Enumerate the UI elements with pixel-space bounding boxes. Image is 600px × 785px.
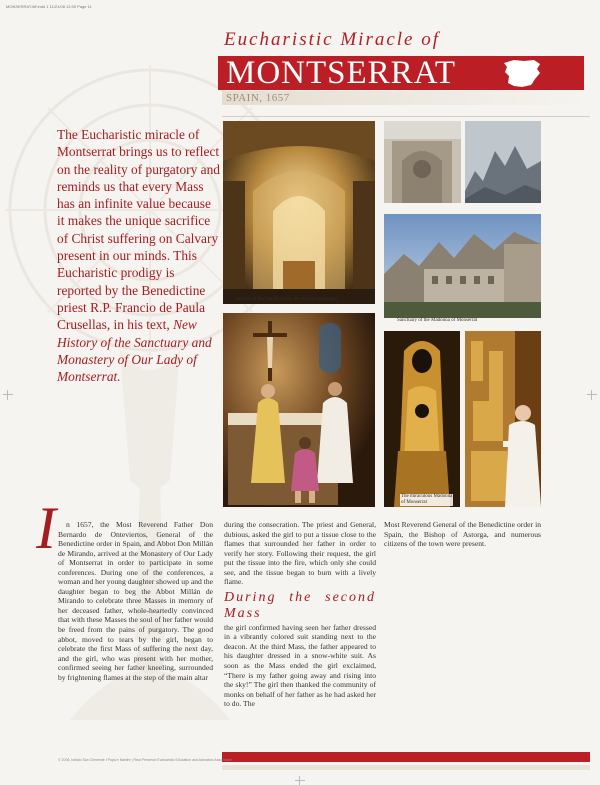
photo-mass-painting — [223, 313, 375, 507]
article-col2-text-1: during the consecration. The priest and General, dubious, asked the girl to put a tissue close to the flames that surrounded her father in order to verify her story. Following their request, the girl put the tissue into the fire, which only she could see, and the tissue began to burn with a lively flame. — [224, 520, 376, 587]
intro-text — [57, 126, 221, 385]
article-col1-text: n 1657, the Most Reverend Father Don Bernardo de Onteviertos, General of the Benedictine order in Spain, and Abbot Don Millán de Mirando, arrived at the Monastery of Our Lady of Montserrat in order to participate in some conferences. During one of the conferences, a woman and her young daughter showed up and the daughter began to beg the Abbot Millán de Mirando to celebrate three Masses in memory of her deceased father, whole-heartedly convinced that with these Masses the soul of her father would be freed from the pains of purgatory. The good abbot, moved to tears by the girl, began to celebrate the first Mass of suffering the next day, and the girl, who was present with her mother, confirmed seeing her father kneeling, surrounded by frightening flames at the step of the main altar — [58, 520, 213, 682]
photo-church-interior — [223, 121, 375, 304]
photo-pope-at-shrine — [465, 331, 541, 507]
caption-madonna-line2: of Monserrat — [401, 500, 427, 505]
divider — [222, 116, 590, 117]
page-title: MONTSERRAT — [226, 55, 457, 91]
footer-copyright: © 2006, Istituto San Clemente I Papa e Martire | Real Presence Eucharistic Education and Adoration Association — [58, 758, 233, 762]
header-subtitle-band — [222, 91, 590, 105]
footer-red-bar — [222, 752, 590, 762]
article-subheading: During the second Mass — [224, 589, 376, 621]
article-column-1 — [58, 520, 213, 682]
photo-monastery-facade — [384, 121, 461, 203]
intro-body: The Eucharistic miracle of Montserrat brings us to reflect on the reality of purgatory and reminds us that every Mass has an infinite value because it makes the unique sacrifice of Christ suffering on Calvary present in our minds. This Eucharistic prodigy is reported by the Benedictine priest R.P. Francio de Paula Crusellas, in his text, — [57, 127, 220, 333]
registration-mark-right — [587, 390, 597, 400]
photo-mountains-mist — [465, 121, 541, 203]
print-slug: MONSERRAT-tiff.indd 1 11/21/08 12:00 Page 11 — [6, 4, 92, 9]
caption-church-interior: Interior of the church where the miracle took place — [236, 297, 338, 302]
footer-band — [222, 765, 590, 770]
header-subtitle: SPAIN, 1657 — [226, 92, 290, 104]
intro-book-title: New History of the Sanctuary and Monastery of Our Lady of Montserrat. — [57, 317, 212, 385]
article-column-2 — [224, 520, 376, 709]
caption-madonna — [400, 494, 453, 506]
caption-madonna-line1: The miraculous Madonna — [401, 494, 453, 499]
caption-sanctuary: Sanctuary of the Madonna of Monserrat — [397, 318, 478, 323]
registration-mark-left — [3, 390, 13, 400]
photo-sanctuary — [384, 214, 541, 318]
article-column-3 — [384, 520, 541, 549]
photo-madonna — [384, 331, 460, 507]
article-dropcap: I — [36, 495, 56, 561]
registration-mark-bottom — [295, 776, 305, 785]
spain-map-icon — [500, 57, 544, 89]
article-col2-text-2: the girl confirmed having seen her father dressed in a vibrantly colored suit standing next to the deacon. At the third Mass, the father appeared to his daughter dressed in a snow-white suit. As soon as the Mass ended the girl exclaimed, “There is my father going away and rising into the sky!” The girl then thanked the community of monks on behalf of her father as he had asked her to do. The — [224, 622, 376, 709]
article-col3-text: Most Reverend General of the Benedictine order in Spain, the Bishop of Astorga, and numerous citizens of the town were present. — [384, 520, 541, 549]
header-kicker: Eucharistic Miracle of — [224, 29, 441, 50]
